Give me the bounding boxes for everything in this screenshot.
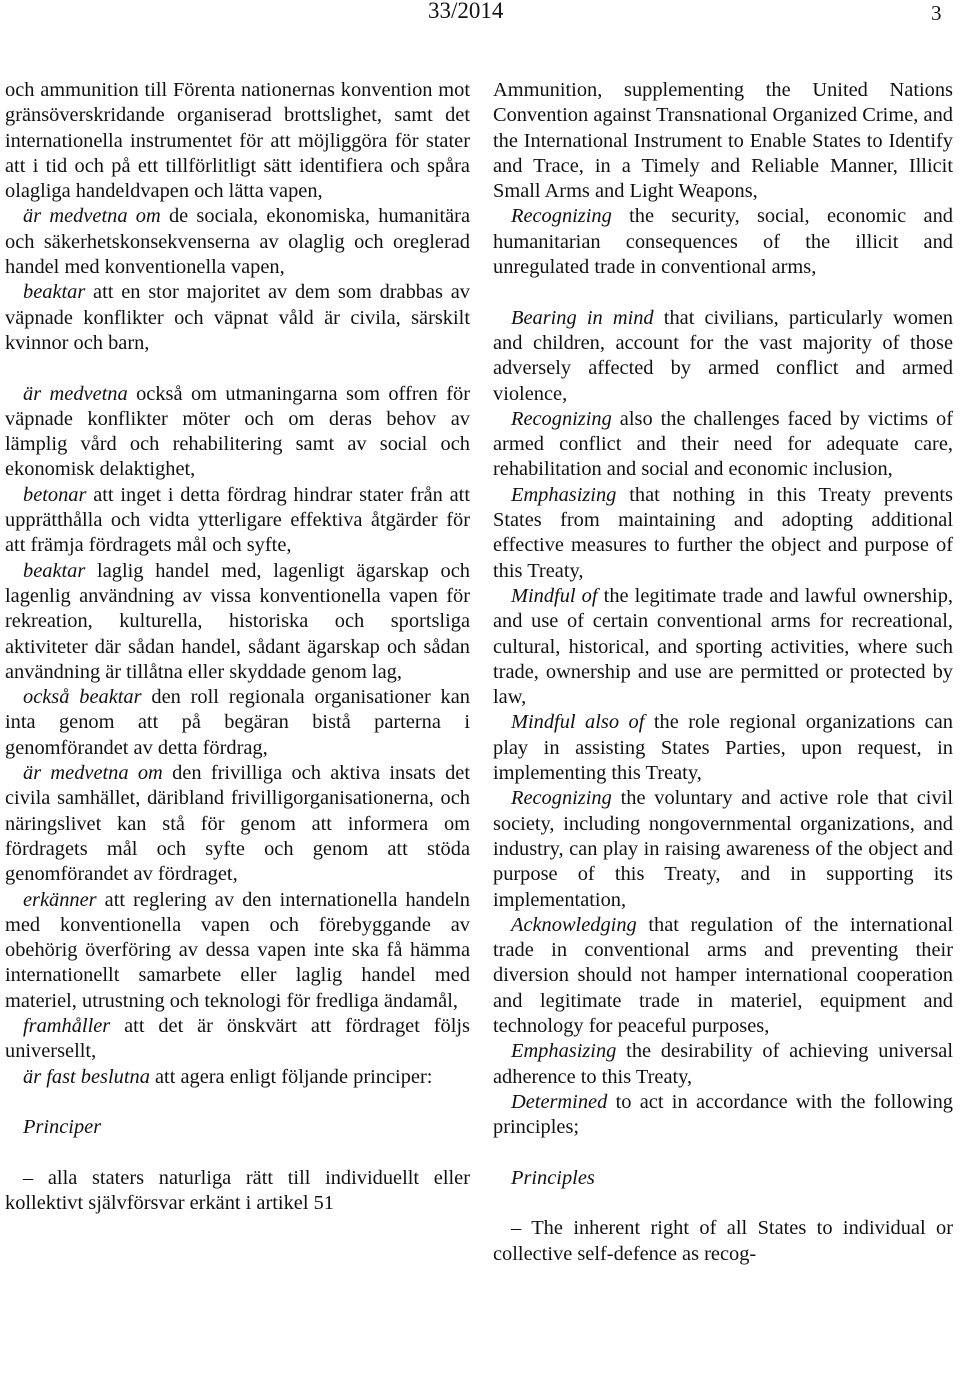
paragraph-lead: också beaktar: [23, 686, 142, 709]
paragraph-lead: Recognizing: [511, 205, 612, 228]
paragraph-lead: Emphasizing: [511, 483, 617, 506]
paragraph-sv-5: [5, 483, 470, 559]
paragraph-text: laglig handel med, lagenligt ägarskap och lagenlig användning av vissa konventionella vapen för rekreation, kulturella, historiska och sportsliga aktiviteter där sådan handel, sådant ägarskap och sådan användning är tillåtna eller skyddade genom lag,: [5, 559, 470, 683]
paragraph-en-principle-1: – The inherent right of all States to individual or collective self-defence as recog-: [493, 1217, 953, 1265]
paragraph-lead: är medvetna: [23, 382, 128, 405]
paragraph-sv-11: [5, 1065, 470, 1090]
paragraph-sv-principle-1: – alla staters naturliga rätt till individuellt eller kollektivt självförsvar erkänt i artikel 51: [5, 1166, 470, 1215]
paragraph-lead: Mindful of: [511, 584, 598, 607]
paragraph-en-3: [493, 306, 953, 407]
paragraph-text: Ammunition, supplementing the United Nations Convention against Transnational Organized Crime, and the International Instrument to Enable States to Identify and Trace, in a Timely and Reliable Manner, Illicit Small Arms and Light Weapons,: [493, 79, 953, 203]
paragraph-en-6: [493, 584, 953, 710]
paragraph-text: the voluntary and active role that civil society, including nongovernmental organizations, and industry, can play in raising awareness of the object and purpose of this Treaty, and in supporting its implementation,: [493, 787, 953, 911]
paragraph-text: att en stor majoritet av dem som drabbas av väpnade konflikter och väpnat våld är civila, särskilt kvinnor och barn,: [5, 281, 470, 354]
paragraph-text: that nothing in this Treaty prevents States from maintaining and adopting additional effective measures to further the object and purpose of this Treaty,: [493, 483, 953, 582]
paragraph-lead: Bearing in mind: [511, 306, 654, 329]
paragraph-text: den roll regionala organisationer kan inta genom att på begäran bistå parterna i genomförandet av detta fördrag,: [5, 686, 470, 759]
paragraph-text: den frivilliga och aktiva insats det civila samhället, däribland frivilligorganisationerna, och näringslivet kan stå för genom att informera om fördragets mål och syfte och genom att stöda genomförandet av fördraget,: [5, 762, 470, 886]
paragraph-text: also the challenges faced by victims of armed conflict and their need for adequate care, rehabilitation and social and economic inclusion,: [493, 407, 953, 481]
paragraph-en-10: [493, 1039, 953, 1090]
paragraph-text: att reglering av den internationella handeln med konventionella vapen och förebyggande av obehörig överföring av dessa vapen inte ska få hämma internationellt samarbete eller laglig handel med materiel, utrustning och teknologi för fredliga ändamål,: [5, 888, 470, 1012]
paragraph-sv-7: [5, 685, 470, 761]
section-heading: Principer: [23, 1116, 102, 1139]
paragraph-lead: är fast beslutna: [23, 1065, 150, 1088]
paragraph-sv-10: [5, 1014, 470, 1065]
paragraph-en-4: [493, 407, 953, 483]
paragraph-lead: betonar: [23, 483, 87, 506]
paragraph-lead: Mindful also of: [511, 711, 645, 734]
paragraph-en-5: [493, 483, 953, 584]
paragraph-lead: Emphasizing: [511, 1040, 617, 1063]
paragraph-en-11: [493, 1090, 953, 1141]
paragraph-en-7: [493, 710, 953, 786]
paragraph-text: the role regional organizations can play in assisting States Parties, upon request, in implementing this Treaty,: [493, 711, 953, 785]
paragraph-text: to act in accordance with the following principles;: [493, 1090, 953, 1139]
paragraph-sv-1: [5, 78, 470, 204]
paragraph-text: att det är önskvärt att fördraget följs universellt,: [5, 1014, 470, 1063]
paragraph-en-2: [493, 204, 953, 280]
section-heading: Principles: [511, 1166, 595, 1189]
paragraph-sv-4: [5, 382, 470, 483]
paragraph-sv-6: [5, 559, 470, 685]
paragraph-sv-9: [5, 888, 470, 1014]
paragraph-lead: Determined: [511, 1090, 608, 1113]
paragraph-text: och ammunition till Förenta nationernas konvention mot gränsöverskridande organiserad brottslighet, samt det internationella instrumentet för att möjliggöra för stater att i tid och på ett tillförlitligt sätt identifiera och spåra olagliga handeldvapen och lätta vapen,: [5, 79, 470, 203]
paragraph-text: the security, social, economic and humanitarian consequences of the illicit and unregulated trade in conventional arms,: [493, 205, 953, 279]
paragraph-text: också om utmaningarna som offren för väpnade konflikter möter och om deras behov av lämplig vård och rehabilitering samt av social och ekonomisk delaktighet,: [5, 382, 471, 481]
paragraph-lead: är medvetna om: [23, 205, 161, 228]
paragraph-lead: beaktar: [23, 559, 86, 582]
paragraph-en-8: [493, 786, 953, 912]
paragraph-lead: Recognizing: [511, 407, 612, 430]
paragraph-lead: Recognizing: [511, 787, 612, 810]
page-number: 3: [931, 1, 942, 25]
paragraph-sv-2: [5, 204, 470, 280]
paragraph-lead: framhåller: [23, 1014, 111, 1037]
swedish-text-column: [5, 78, 470, 1216]
paragraph-text: the desirability of achieving universal adherence to this Treaty,: [493, 1040, 953, 1088]
paragraph-lead: Acknowledging: [511, 913, 637, 936]
paragraph-sv-8: [5, 761, 470, 887]
paragraph-text: the legitimate trade and lawful ownership, and use of certain conventional arms for recreational, cultural, historical, and sporting activities, where such trade, ownership and use are permitted or protected by law,: [493, 584, 953, 709]
paragraph-text: de sociala, ekonomiska, humanitära och säkerhetskonsekvenserna av olaglig och oreglerad handel med konventionella vapen,: [5, 205, 471, 279]
page-header: [0, 0, 960, 30]
paragraph-text: that civilians, particularly women and children, account for the vast majority of those adversely affected by armed conflict and armed violence,: [493, 306, 953, 405]
paragraph-lead: är medvetna om: [23, 762, 163, 785]
paragraph-lead: beaktar: [23, 281, 86, 304]
issue-number: 33/2014: [428, 0, 504, 23]
paragraph-en-1: [493, 78, 953, 204]
paragraph-text: that regulation of the international trade in conventional arms and preventing their diversion should not hamper international cooperation and legitimate trade in materiel, equipment and technology for peaceful purposes,: [493, 913, 953, 1037]
english-text-column: [493, 78, 953, 1267]
paragraph-sv-3: [5, 280, 470, 356]
paragraph-text: att inget i detta fördrag hindrar stater från att upprätthålla och vidta ytterligare effektiva åtgärder för att främja fördragets mål och syfte,: [5, 483, 470, 557]
paragraph-en-9: [493, 913, 953, 1039]
paragraph-text: att agera enligt följande principer:: [149, 1065, 433, 1088]
paragraph-lead: erkänner: [23, 888, 97, 911]
